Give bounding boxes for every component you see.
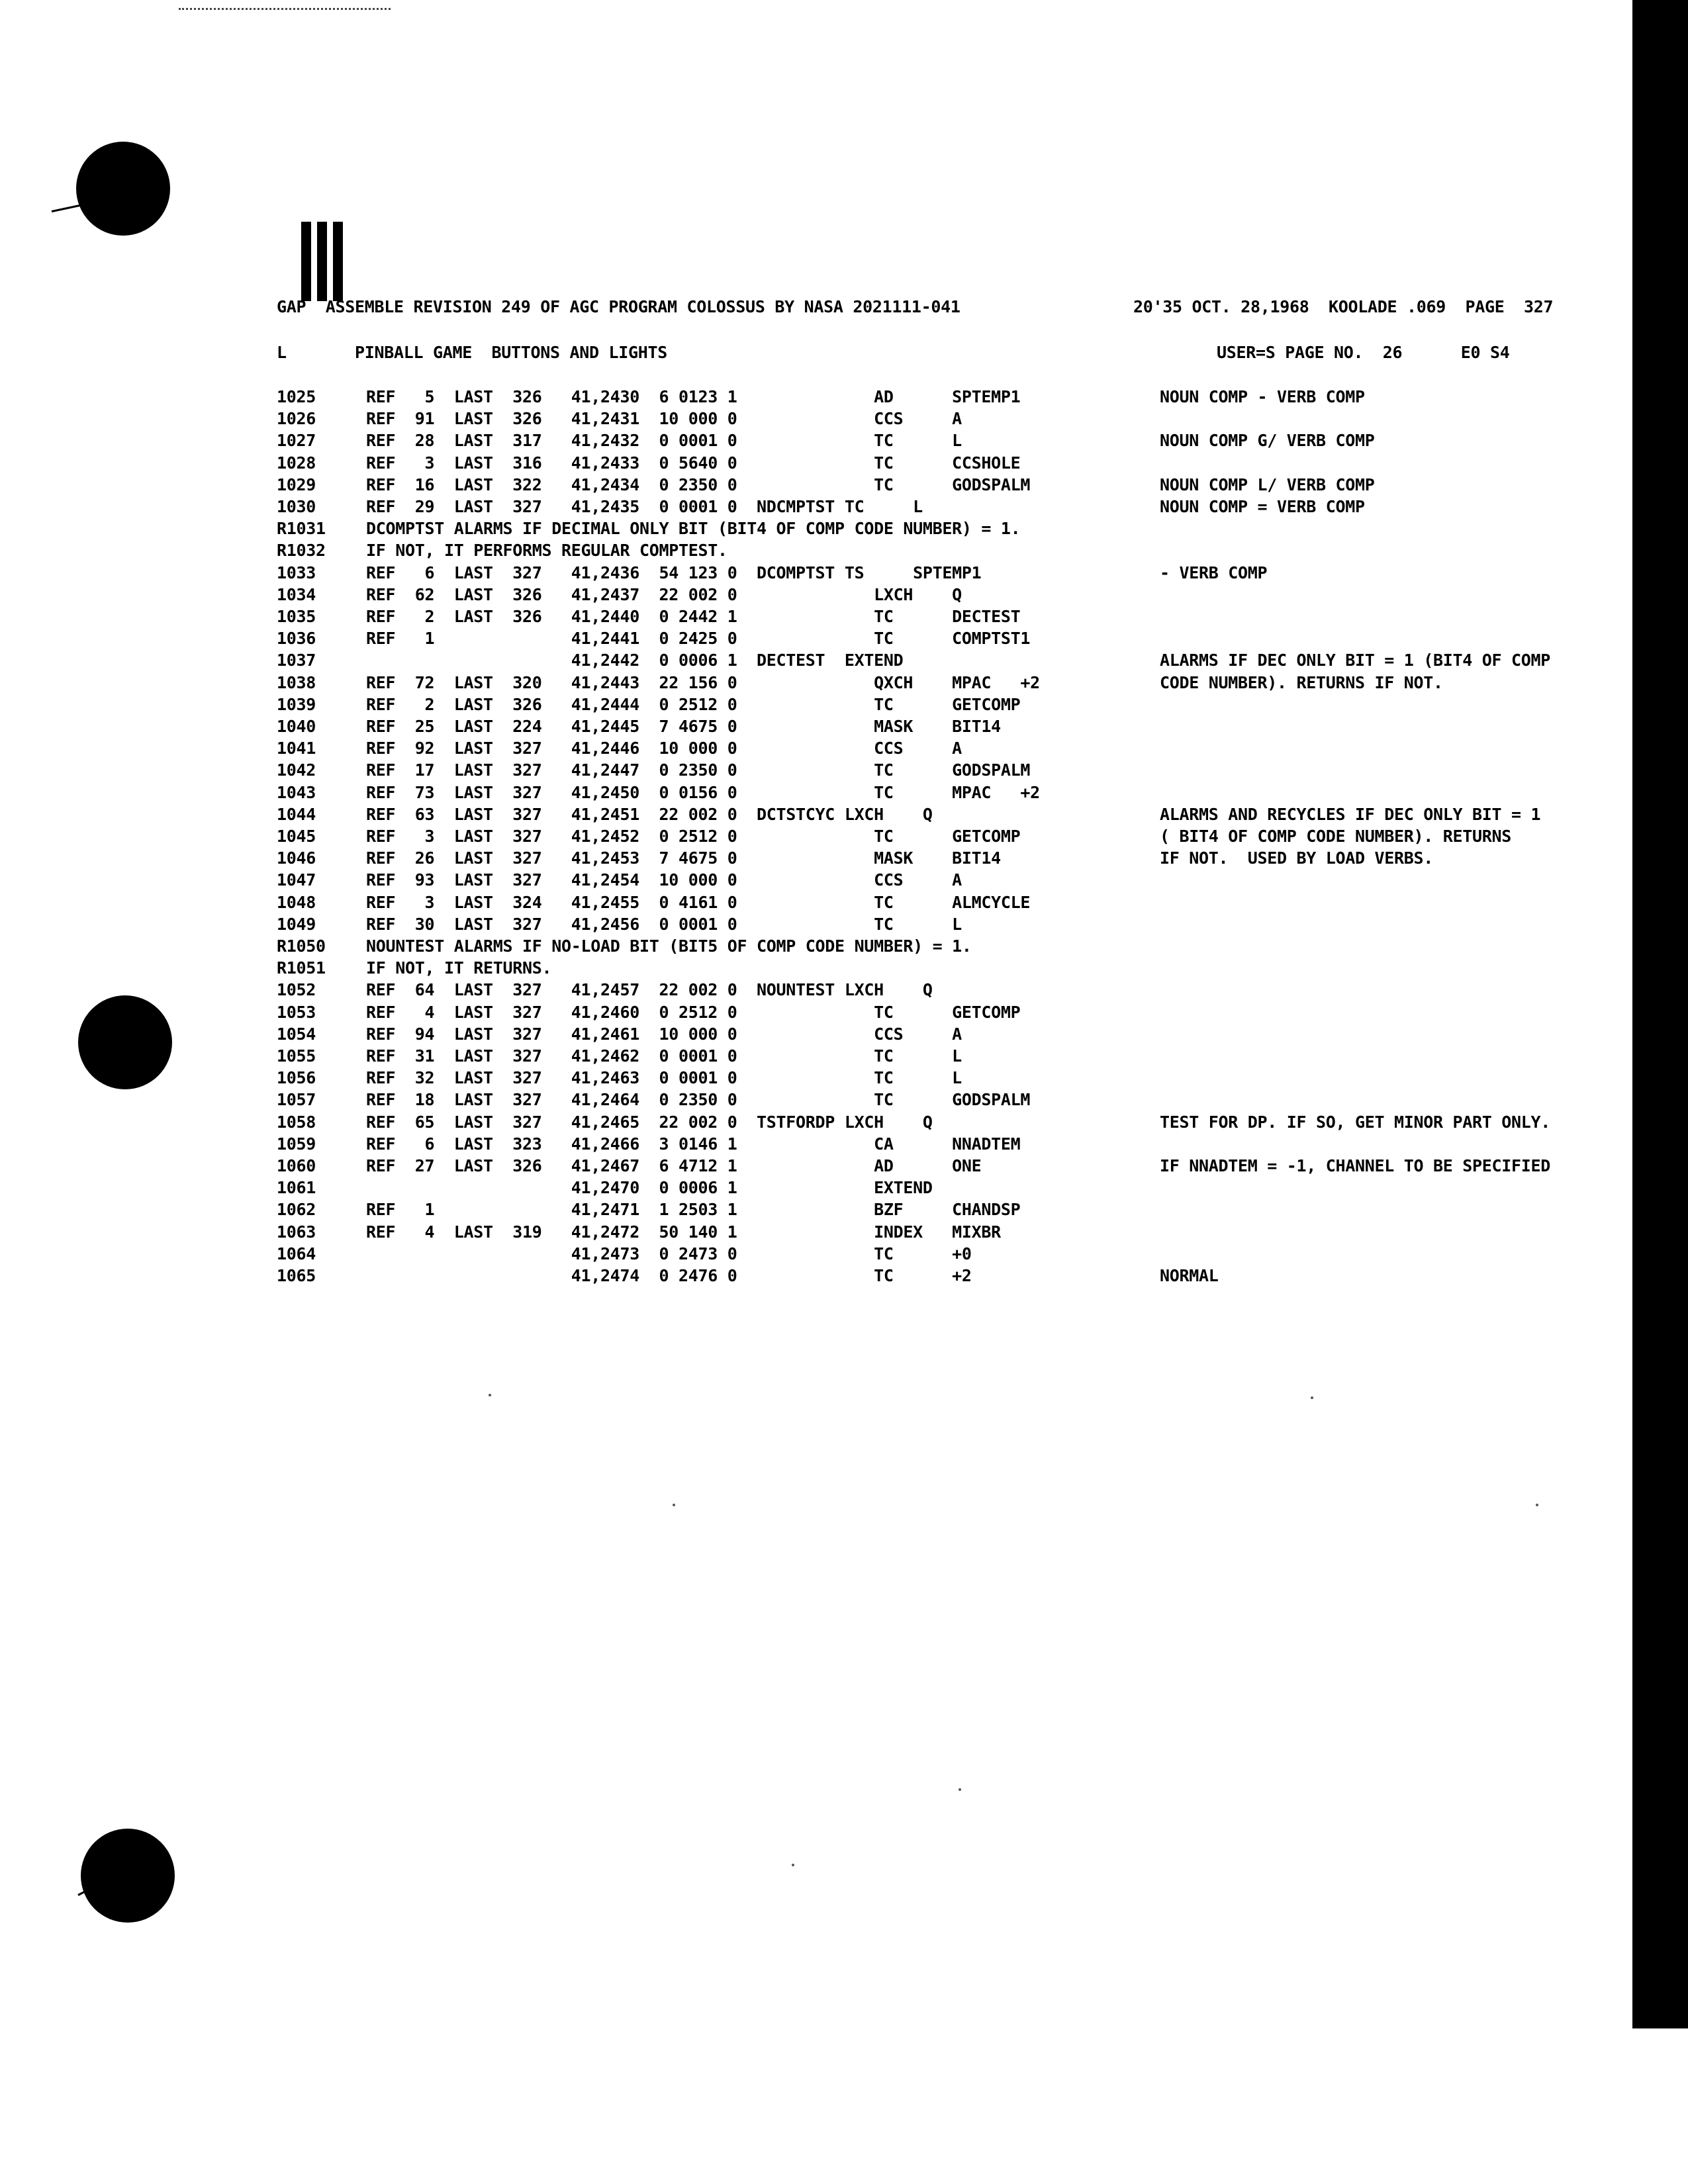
line-comment: TEST FOR DP. IF SO, GET MINOR PART ONLY. [1160, 1113, 1551, 1132]
line-number: 1056 [277, 1068, 316, 1087]
line-number: 1025 [277, 387, 316, 406]
line-number: 1046 [277, 848, 316, 868]
line-code: REF 17 LAST 327 41,2447 0 2350 0 TC GODSPALM [366, 760, 1031, 780]
line-number: 1060 [277, 1156, 316, 1175]
punch-hole-middle [78, 995, 172, 1089]
line-number: 1064 [277, 1244, 316, 1263]
line-number: 1044 [277, 805, 316, 824]
line-comment: ALARMS AND RECYCLES IF DEC ONLY BIT = 1 [1160, 805, 1541, 824]
line-code: REF 4 LAST 327 41,2460 0 2512 0 TC GETCOMP [366, 1003, 1021, 1022]
line-code: 41,2442 0 0006 1 DECTEST EXTEND [366, 651, 904, 670]
line-code: REF 28 LAST 317 41,2432 0 0001 0 TC L [366, 431, 962, 450]
line-number: 1035 [277, 607, 316, 626]
line-number: 1045 [277, 827, 316, 846]
line-code: REF 6 LAST 327 41,2436 54 123 0 DCOMPTST TS SPTEMP1 [366, 563, 982, 582]
line-code: REF 3 LAST 324 41,2455 0 4161 0 TC ALMCYCLE [366, 893, 1031, 912]
line-code: REF 93 LAST 327 41,2454 10 000 0 CCS A [366, 870, 962, 889]
header-title: GAP ASSEMBLE REVISION 249 OF AGC PROGRAM COLOSSUS BY NASA 2021111-041 [277, 297, 961, 316]
line-number: 1063 [277, 1222, 316, 1242]
line-code: REF 18 LAST 327 41,2464 0 2350 0 TC GODSPALM [366, 1090, 1031, 1109]
line-code: REF 6 LAST 323 41,2466 3 0146 1 CA NNADTEM [366, 1134, 1021, 1154]
line-code: REF 65 LAST 327 41,2465 22 002 0 TSTFORDP LXCH Q [366, 1113, 933, 1132]
line-code: REF 2 LAST 326 41,2444 0 2512 0 TC GETCOMP [366, 695, 1021, 714]
line-number: 1061 [277, 1178, 316, 1197]
line-number: 1047 [277, 870, 316, 889]
line-code: REF 3 LAST 316 41,2433 0 5640 0 TC CCSHOLE [366, 453, 1021, 473]
line-code: REF 29 LAST 327 41,2435 0 0001 0 NDCMPTST TC L [366, 497, 923, 516]
line-number: 1034 [277, 585, 316, 604]
line-code: REF 92 LAST 327 41,2446 10 000 0 CCS A [366, 739, 962, 758]
line-code: REF 4 LAST 319 41,2472 50 140 1 INDEX MIXBR [366, 1222, 1001, 1242]
line-number: 1039 [277, 695, 316, 714]
line-number: 1062 [277, 1200, 316, 1219]
line-number: 1033 [277, 563, 316, 582]
line-number: 1048 [277, 893, 316, 912]
line-number: 1059 [277, 1134, 316, 1154]
line-code: REF 32 LAST 327 41,2463 0 0001 0 TC L [366, 1068, 962, 1087]
line-code: REF 72 LAST 320 41,2443 22 156 0 QXCH MPAC +2 [366, 673, 1040, 692]
line-number: 1053 [277, 1003, 316, 1022]
line-code: REF 16 LAST 322 41,2434 0 2350 0 TC GODSPALM [366, 475, 1031, 494]
line-comment: ALARMS IF DEC ONLY BIT = 1 (BIT4 OF COMP [1160, 651, 1551, 670]
line-comment: NOUN COMP L/ VERB COMP [1160, 475, 1375, 494]
line-number: 1028 [277, 453, 316, 473]
line-number: 1054 [277, 1024, 316, 1044]
line-number: 1038 [277, 673, 316, 692]
line-comment: IF NOT. USED BY LOAD VERBS. [1160, 848, 1434, 868]
line-number: 1055 [277, 1046, 316, 1066]
scan-bottom-margin [0, 2028, 1688, 2184]
line-code: REF 91 LAST 326 41,2431 10 000 0 CCS A [366, 409, 962, 428]
line-number: R1050 [277, 936, 326, 956]
line-number: 1057 [277, 1090, 316, 1109]
line-number: 1058 [277, 1113, 316, 1132]
line-number: 1036 [277, 629, 316, 648]
line-comment: IF NNADTEM = -1, CHANNEL TO BE SPECIFIED [1160, 1156, 1551, 1175]
line-comment: NORMAL [1160, 1266, 1219, 1285]
scan-top-dots [179, 8, 391, 10]
line-comment: NOUN COMP G/ VERB COMP [1160, 431, 1375, 450]
line-comment: NOUN COMP - VERB COMP [1160, 387, 1365, 406]
line-code: REF 1 41,2471 1 2503 1 BZF CHANDSP [366, 1200, 1021, 1219]
line-code: REF 3 LAST 327 41,2452 0 2512 0 TC GETCOMP [366, 827, 1021, 846]
subheader-page-number: USER=S PAGE NO. 26 E0 S4 [1217, 343, 1510, 362]
line-code: 41,2470 0 0006 1 EXTEND [366, 1178, 933, 1197]
punch-hole-bottom [81, 1829, 175, 1923]
line-code: DCOMPTST ALARMS IF DECIMAL ONLY BIT (BIT4 OF COMP CODE NUMBER) = 1. [366, 519, 1021, 538]
line-number: 1029 [277, 475, 316, 494]
line-number: 1027 [277, 431, 316, 450]
line-code: REF 73 LAST 327 41,2450 0 0156 0 TC MPAC +2 [366, 783, 1040, 802]
line-number: 1065 [277, 1266, 316, 1285]
line-comment: ( BIT4 OF COMP CODE NUMBER). RETURNS [1160, 827, 1512, 846]
line-number: 1040 [277, 717, 316, 736]
scan-mark-top [52, 205, 81, 212]
line-number: 1037 [277, 651, 316, 670]
line-code: IF NOT, IT PERFORMS REGULAR COMPTEST. [366, 541, 727, 560]
line-number: R1032 [277, 541, 326, 560]
line-code: 41,2473 0 2473 0 TC +0 [366, 1244, 972, 1263]
line-comment: CODE NUMBER). RETURNS IF NOT. [1160, 673, 1443, 692]
line-number: 1026 [277, 409, 316, 428]
line-number: 1030 [277, 497, 316, 516]
line-code: IF NOT, IT RETURNS. [366, 958, 552, 978]
line-code: REF 63 LAST 327 41,2451 22 002 0 DCTSTCYC LXCH Q [366, 805, 933, 824]
header-date-page: 20'35 OCT. 28,1968 KOOLADE .069 PAGE 327 [1133, 297, 1554, 316]
line-code: REF 62 LAST 326 41,2437 22 002 0 LXCH Q [366, 585, 962, 604]
line-code: REF 30 LAST 327 41,2456 0 0001 0 TC L [366, 915, 962, 934]
line-number: 1049 [277, 915, 316, 934]
line-number: R1031 [277, 519, 326, 538]
line-number: 1043 [277, 783, 316, 802]
line-number: R1051 [277, 958, 326, 978]
line-comment: - VERB COMP [1160, 563, 1268, 582]
line-code: REF 25 LAST 224 41,2445 7 4675 0 MASK BIT14 [366, 717, 1001, 736]
line-number: 1041 [277, 739, 316, 758]
line-code: REF 26 LAST 327 41,2453 7 4675 0 MASK BIT14 [366, 848, 1001, 868]
line-code: REF 1 41,2441 0 2425 0 TC COMPTST1 [366, 629, 1031, 648]
line-comment: NOUN COMP = VERB COMP [1160, 497, 1365, 516]
line-number: 1052 [277, 980, 316, 999]
scan-right-edge [1632, 0, 1688, 2028]
line-code: 41,2474 0 2476 0 TC +2 [366, 1266, 972, 1285]
line-code: REF 5 LAST 326 41,2430 6 0123 1 AD SPTEMP1 [366, 387, 1021, 406]
line-code: REF 94 LAST 327 41,2461 10 000 0 CCS A [366, 1024, 962, 1044]
line-code: REF 2 LAST 326 41,2440 0 2442 1 TC DECTEST [366, 607, 1021, 626]
line-code: REF 64 LAST 327 41,2457 22 002 0 NOUNTEST LXCH Q [366, 980, 933, 999]
punch-hole-top [76, 142, 170, 236]
subheader-title: L PINBALL GAME BUTTONS AND LIGHTS [277, 343, 668, 362]
line-code: REF 27 LAST 326 41,2467 6 4712 1 AD ONE [366, 1156, 982, 1175]
line-code: NOUNTEST ALARMS IF NO-LOAD BIT (BIT5 OF COMP CODE NUMBER) = 1. [366, 936, 972, 956]
line-number: 1042 [277, 760, 316, 780]
line-code: REF 31 LAST 327 41,2462 0 0001 0 TC L [366, 1046, 962, 1066]
